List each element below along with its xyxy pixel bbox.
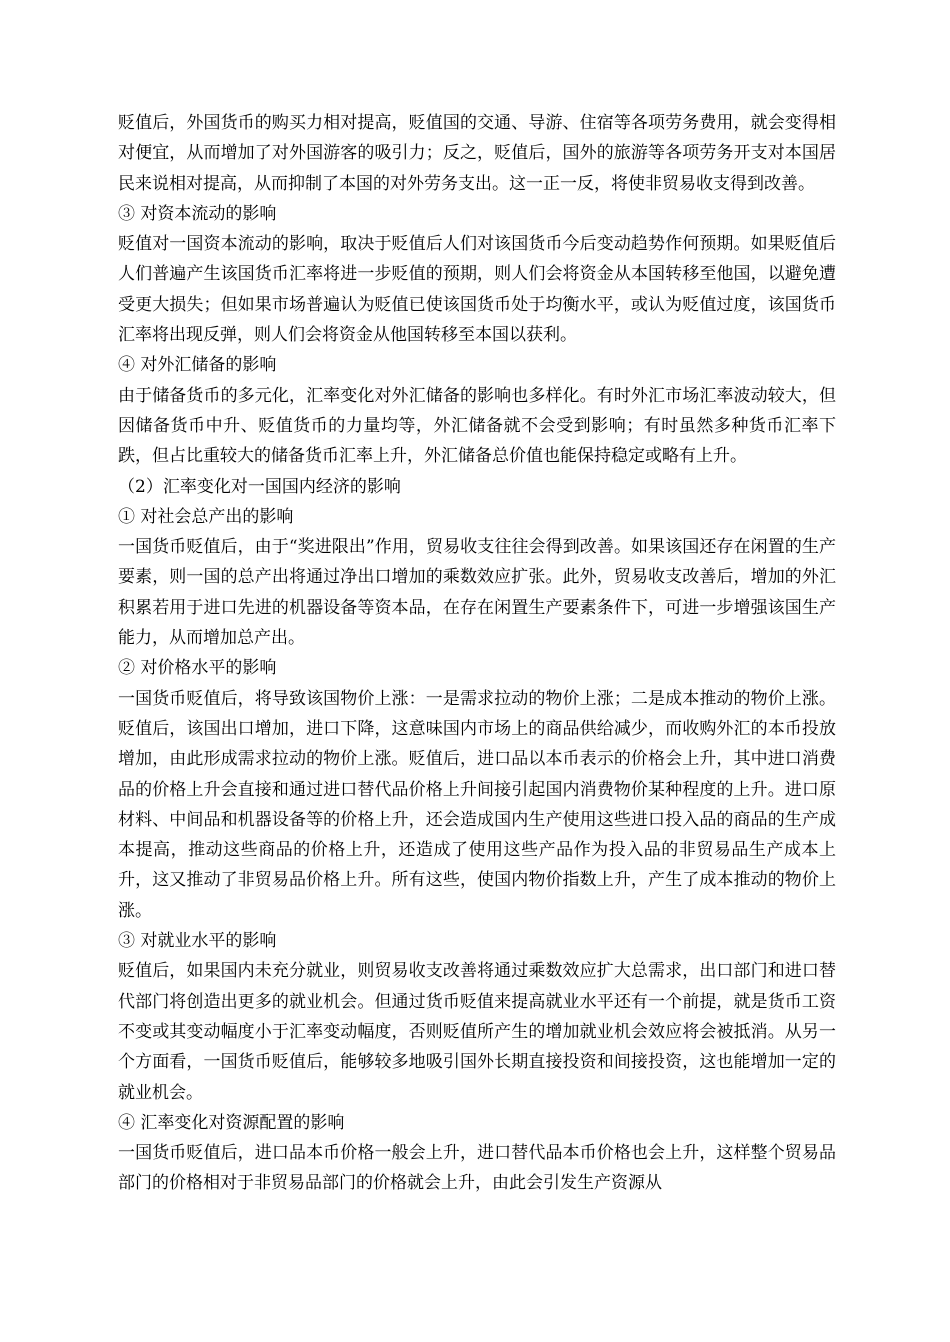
heading-resource-allocation: ④ 汇率变化对资源配置的影响 (118, 1112, 345, 1133)
heading-domestic-economy: （2）汇率变化对一国国内经济的影响 (118, 476, 401, 497)
paragraph-price-level: 一国货币贬值后，将导致该国物价上涨：一是需求拉动的物价上涨；二是成本推动的物价上涨。贬值后，该国出口增加，进口下降，这意味国内市场上的商品供给减少，而收购外汇的本币投放增加，由此形成需求拉动的物价上涨。贬值后，进口品以本币表示的价格会上升，其中进口消费品的价格上升会直接和通过进口替代品价格上升间接引起国内消费物价某种程度的上升。进口原材料、中间品和机器设备等的价格上升，还会造成国内生产使用这些进口投入品的商品的生产成本提高，推动这些商品的价格上升，还造成了使用这些产品作为投入品的非贸易品生产成本上升，这又推动了非贸易品价格上升。所有这些，使国内物价指数上升，产生了成本推动的物价上涨。 (118, 688, 836, 921)
paragraph-nontrade-balance: 贬值后，外国货币的购买力相对提高，贬值国的交通、导游、住宿等各项劳务费用，就会变得相对便宜，从而增加了对外国游客的吸引力；反之，贬值后，国外的旅游等各项劳务开支对本国居民来说相对提高，从而抑制了本国的对外劳务支出。这一正一反，将使非贸易收支得到改善。 (118, 113, 836, 194)
heading-fx-reserves: ④ 对外汇储备的影响 (118, 355, 277, 376)
paragraph-capital-flow: 贬值对一国资本流动的影响，取决于贬值后人们对该国货币今后变动趋势作何预期。如果贬值后人们普遍产生该国货币汇率将进一步贬值的预期，则人们会将资金从本国转移至他国，以避免遭受更大损失；但如果市场普遍认为贬值已使该国货币处于均衡水平，或认为贬值过度，该国货币汇率将出现反弹，则人们会将资金从他国转移至本国以获利。 (118, 234, 836, 346)
heading-capital-flow: ③ 对资本流动的影响 (118, 203, 277, 224)
heading-employment: ③ 对就业水平的影响 (118, 931, 277, 952)
heading-price-level: ② 对价格水平的影响 (118, 658, 277, 679)
paragraph-fx-reserves: 由于储备货币的多元化，汇率变化对外汇储备的影响也多样化。有时外汇市场汇率波动较大，但因储备货币中升、贬值货币的力量均等，外汇储备就不会受到影响；有时虽然多种货币汇率下跌，但占比重较大的储备货币汇率上升，外汇储备总价值也能保持稳定或略有上升。 (118, 385, 836, 467)
paragraph-total-output: 一国货币贬值后，由于“奖进限出”作用，贸易收支往往会得到改善。如果该国还存在闲置的生产要素，则一国的总产出将通过净出口增加的乘数效应扩张。此外，贸易收支改善后，增加的外汇积累若用于进口先进的机器设备等资本品，在存在闲置生产要素条件下，可进一步增强该国生产能力，从而增加总产出。 (118, 537, 836, 649)
heading-total-output: ① 对社会总产出的影响 (118, 506, 294, 527)
paragraph-employment: 贬值后，如果国内未充分就业，则贸易收支改善将通过乘数效应扩大总需求，出口部门和进口替代部门将创造出更多的就业机会。但通过货币贬值来提高就业水平还有一个前提，就是货币工资不变或其变动幅度小于汇率变动幅度，否则贬值所产生的增加就业机会效应将会被抵消。从另一个方面看，一国货币贬值后，能够较多地吸引国外长期直接投资和间接投资，这也能增加一定的就业机会。 (118, 961, 836, 1103)
paragraph-resource-allocation: 一国货币贬值后，进口品本币价格一般会上升，进口替代品本币价格也会上升，这样整个贸易品部门的价格相对于非贸易品部门的价格就会上升，由此会引发生产资源从 (118, 1143, 836, 1194)
document-page (118, 108, 836, 1199)
